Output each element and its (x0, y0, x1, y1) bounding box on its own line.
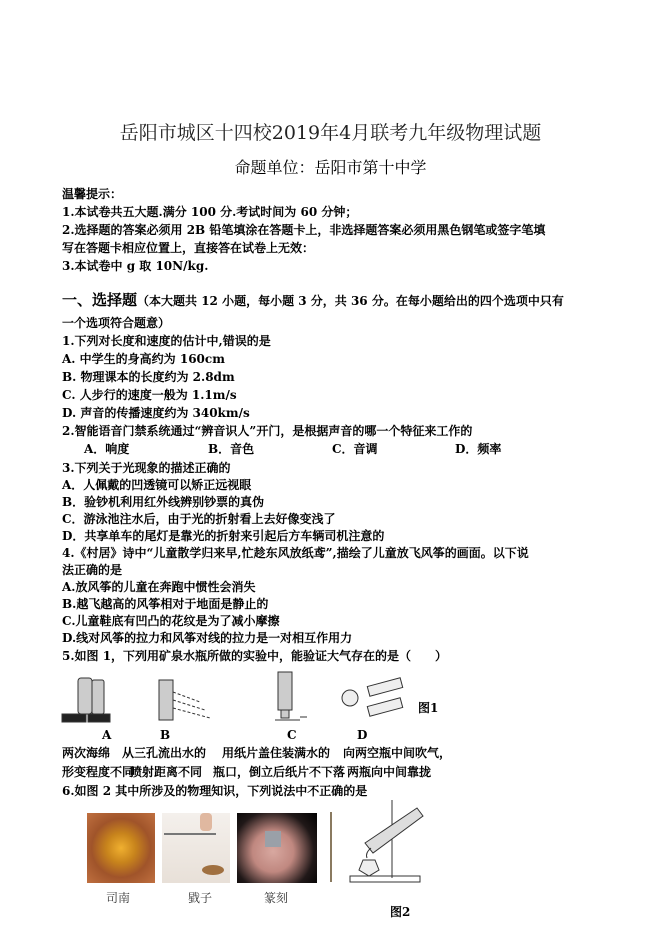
figure1-caption: 形变程度不同 (62, 765, 135, 779)
option: B. 物理课本的长度约为 2.8dm (62, 370, 235, 384)
figure1-caption: 瓶口，倒立后纸片不下落 (213, 765, 346, 779)
figure2-caption: 戥子 (188, 891, 213, 905)
bottle-holes-diagram (159, 680, 210, 720)
sinan-compass-photo (87, 813, 155, 883)
divider-line (330, 812, 332, 882)
figure1-letter: D (357, 728, 368, 742)
notice-line: 2.选择题的答案必须用 2B 铅笔填涂在答题卡上，非选择题答案必须用黑色钢笔或签字笔填 (62, 223, 546, 237)
option: A．响度 (84, 442, 130, 456)
figure1-caption: 两次海绵 (62, 746, 111, 760)
section-desc: 一个选项符合题意） (62, 316, 171, 330)
option: A. 中学生的身高约为 160cm (62, 352, 225, 366)
option: A．人佩戴的凹透镜可以矫正远视眼 (62, 478, 252, 492)
figure2-caption: 篆刻 (264, 891, 289, 905)
option: B．验钞机利用红外线辨别钞票的真伪 (62, 495, 265, 509)
figure1-drawings (60, 670, 440, 726)
inverted-bottle-diagram (275, 672, 307, 720)
page-title: 岳阳市城区十四校2019年4月联考九年级物理试题 (119, 122, 542, 144)
option: D．频率 (455, 442, 502, 456)
option: C．游泳池注水后，由于光的折射看上去好像变浅了 (62, 512, 336, 526)
figure1-caption: 喷射距离不同 (130, 765, 203, 779)
option: D.线对风筝的拉力和风筝对线的拉力是一对相互作用力 (62, 631, 353, 645)
question-stem: 5.如图 1，下列用矿泉水瓶所做的实验中，能验证大气存在的是（ ） (62, 649, 448, 663)
bottle-sponge-diagram (62, 678, 110, 722)
section-desc: （本大题共 12 小题，每小题 3 分，共 36 分。在每小题给出的四个选项中只有 (137, 294, 564, 308)
notice-line: 1.本试卷共五大题.满分 100 分.考试时间为 60 分钟； (62, 205, 358, 219)
test-tube-apparatus-drawing (345, 800, 435, 888)
question-stem: 1.下列对长度和速度的估计中,错误的是 (62, 334, 271, 348)
question-stem: 6.如图 2 其中所涉及的物理知识，下列说法中不正确的是 (62, 784, 368, 798)
figure1-letter: C (287, 728, 297, 742)
figure1-letter: B (160, 728, 171, 742)
figure2-label: 图2 (390, 905, 411, 919)
figure1-caption: 用纸片盖住装满水的 (222, 746, 331, 760)
option: C．音调 (332, 442, 378, 456)
notice-heading: 温馨提示： (62, 187, 123, 201)
question-stem: 3.下列关于光现象的描述正确的 (62, 461, 231, 475)
question-stem: 2.智能语音门禁系统通过“辨音识人”开门，是根据声音的哪一个特征来工作的 (62, 424, 473, 438)
blow-bottles-diagram (342, 678, 403, 716)
notice-line: 写在答题卡相应位置上，直接答在试卷上无效： (62, 241, 315, 255)
option: D. 声音的传播速度约为 340km/s (62, 406, 250, 420)
option: A.放风筝的儿童在奔跑中惯性会消失 (62, 580, 256, 594)
figure1-letter: A (102, 728, 112, 742)
seal-carving-photo (237, 813, 317, 883)
figure1-label: 图1 (418, 701, 439, 715)
section-title: 一、选择题 (62, 291, 138, 309)
figure1-caption: 两瓶向中间靠拢 (347, 765, 432, 779)
option: C. 人步行的速度一般为 1.1m/s (62, 388, 237, 402)
option: B．音色 (208, 442, 255, 456)
figure2-caption: 司南 (106, 891, 131, 905)
option: B.越飞越高的风筝相对于地面是静止的 (62, 597, 269, 611)
option: D．共享单车的尾灯是靠光的折射来引起后方车辆司机注意的 (62, 529, 385, 543)
page-subtitle: 命题单位：岳阳市第十中学 (234, 158, 427, 177)
option: C.儿童鞋底有凹凸的花纹是为了减小摩擦 (62, 614, 280, 628)
question-stem: 4.《村居》诗中“儿童散学归来早,忙趁东风放纸鸢”,描绘了儿童放飞风筝的画面。以下说 (62, 546, 529, 560)
question-stem: 法正确的是 (62, 563, 123, 577)
section-heading (62, 292, 564, 309)
figure1-caption: 从三孔流出水的 (122, 746, 207, 760)
figure1-caption: 向两空瓶中间吹气， (343, 746, 452, 760)
steelyard-photo (162, 813, 230, 883)
notice-line: 3.本试卷中 g 取 10N/kg. (62, 259, 209, 273)
